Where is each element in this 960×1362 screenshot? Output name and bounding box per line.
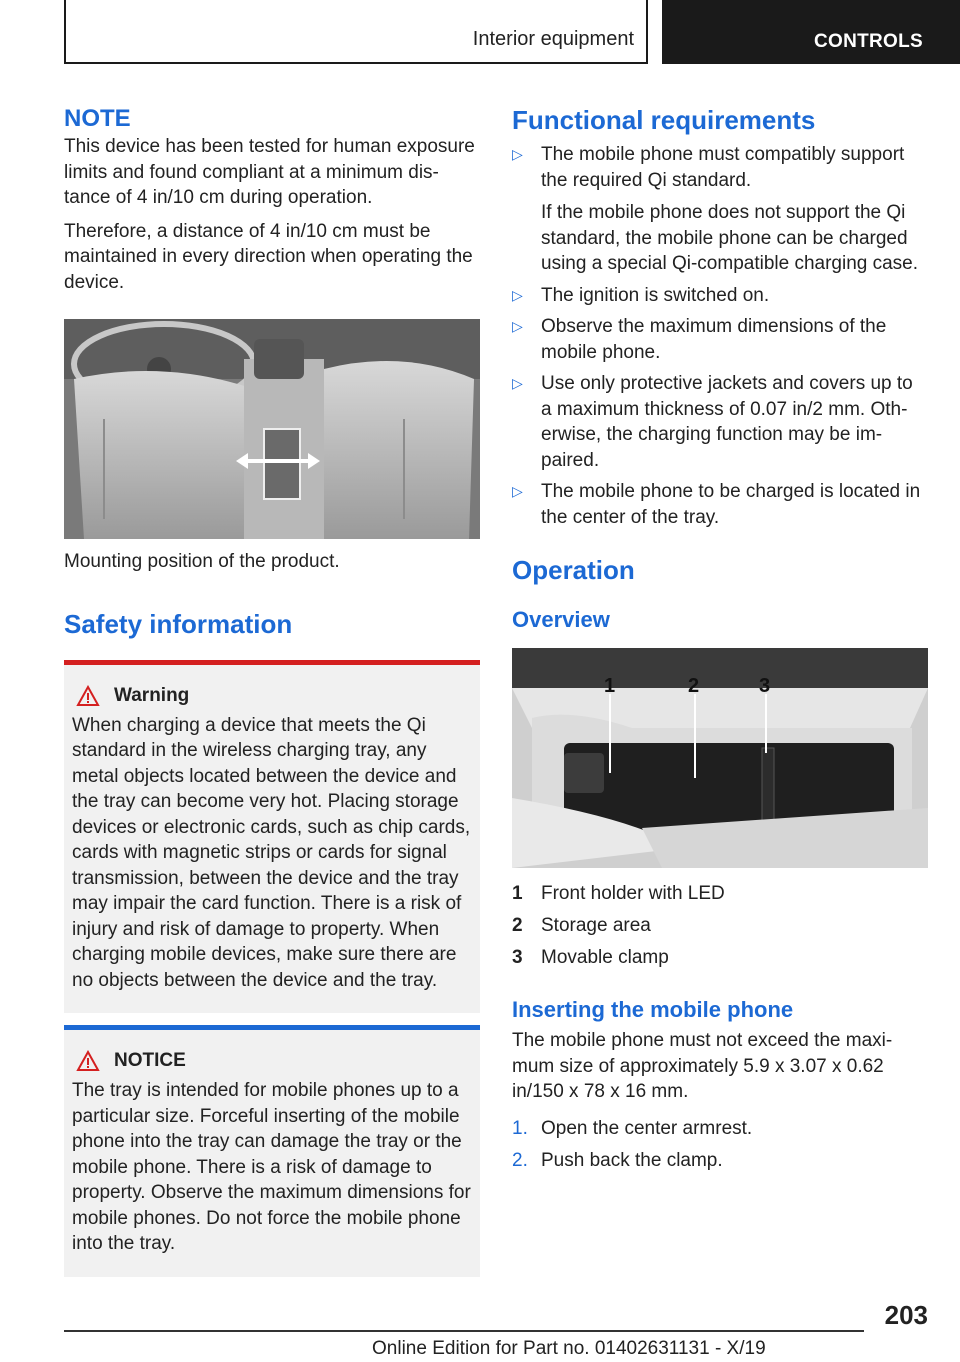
triangle-bullet-icon: ▷ (512, 318, 523, 334)
right-column (512, 100, 928, 1177)
list-item: ▷ The mobile phone to be charged is located in the center of the tray. (512, 481, 921, 528)
notice-triangle-icon (76, 1050, 100, 1072)
inserting-heading: Inserting the mobile phone (512, 997, 794, 1022)
steps-list (512, 1113, 928, 1177)
step-item: 2. Push back the clamp. (512, 1149, 723, 1171)
left-column (64, 100, 480, 1277)
notice-title: NOTICE (114, 1050, 186, 1071)
footer-divider (64, 1330, 864, 1332)
legend-item: 2 Storage area (512, 915, 651, 936)
list-item: ▷ Use only protective jackets and covers up to a maximum thickness of 0.07 in/2 mm. Oth-erwise, the charging function may be im-paired. (512, 373, 913, 471)
note-heading: NOTE (64, 105, 131, 132)
warning-title: Warning (114, 684, 190, 706)
warning-text: When charging a device that meets the Qi standard in the wireless charging tray, any metal objects located between the device and the tray can become very hot. Placing storage devices or electronic cards, such as chip cards, cards with magnetic strips or cards for signal transmission, between the device and the tray may impair the card function. There is a risk of injury and risk of damage to property. When charging mobile devices, make sure there are no objects between the device and the tray. (72, 714, 471, 991)
charging-tray-image (512, 648, 928, 868)
mounting-position-image (64, 319, 480, 539)
legend-item: 3 Movable clamp (512, 947, 669, 968)
triangle-bullet-icon: ▷ (512, 375, 523, 391)
triangle-bullet-icon: ▷ (512, 286, 523, 303)
callout-3: 3 (759, 675, 771, 697)
notice-title-row (76, 1050, 474, 1072)
step-item: 1. Open the center armrest. (512, 1117, 753, 1139)
list-item: ▷ The mobile phone must compatibly support the required Qi standard. If the mobile phone does not support the Qi standard, the mobile phone can be charged using a special Qi-compatible charging case. (512, 144, 919, 274)
operation-heading: Operation (512, 555, 635, 585)
legend-item: 1 Front holder with LED (512, 883, 725, 904)
warning-title-row (76, 685, 474, 707)
notice-box (64, 1025, 480, 1277)
header-chapter-title: CONTROLS (814, 31, 924, 52)
note-paragraph-2: Therefore, a distance of 4 in/10 cm must be maintained in every direction when operating the device. (64, 220, 473, 293)
header-section-box (64, 0, 648, 64)
callout-1: 1 (604, 675, 616, 697)
callout-2: 2 (688, 675, 700, 697)
warning-triangle-icon (76, 685, 100, 707)
header-chapter-tab (662, 0, 960, 64)
overview-heading: Overview (512, 607, 610, 632)
triangle-bullet-icon: ▷ (512, 483, 523, 499)
header-section-title: Interior equipment (472, 28, 634, 50)
functional-requirements-heading: Functional requirements (512, 105, 816, 135)
notice-text: The tray is intended for mobile phones up to a particular size. Forceful inserting of the mobile phone into the tray can damage the tray or the mobile phone. There is a risk of damage to property. Observe the maximum dimensions for mobile phones. Do not force the mobile phone into the tray. (72, 1080, 471, 1254)
warning-box (64, 660, 480, 1014)
image-caption: Mounting position of the product. (64, 551, 340, 572)
inserting-text: The mobile phone must not exceed the maxi-mum size of approximately 5.9 x 3.07 x 0.62 in/150 x 78 x 16 mm. (512, 1030, 893, 1102)
note-paragraph-1: This device has been tested for human exposure limits and found compliant at a minimum dis-tance of 4 in/10 cm during operation. (64, 136, 475, 208)
requirements-list (512, 142, 928, 530)
list-item: ▷ The ignition is switched on. (512, 283, 928, 309)
safety-heading: Safety information (64, 608, 293, 639)
list-item: ▷ Observe the maximum dimensions of the mobile phone. (512, 316, 887, 363)
legend-list (512, 878, 928, 974)
page-number: 203 (884, 1300, 928, 1330)
triangle-bullet-icon: ▷ (512, 146, 523, 162)
footer-edition: Online Edition for Part no. 01402631131 - X/19 (372, 1338, 766, 1359)
